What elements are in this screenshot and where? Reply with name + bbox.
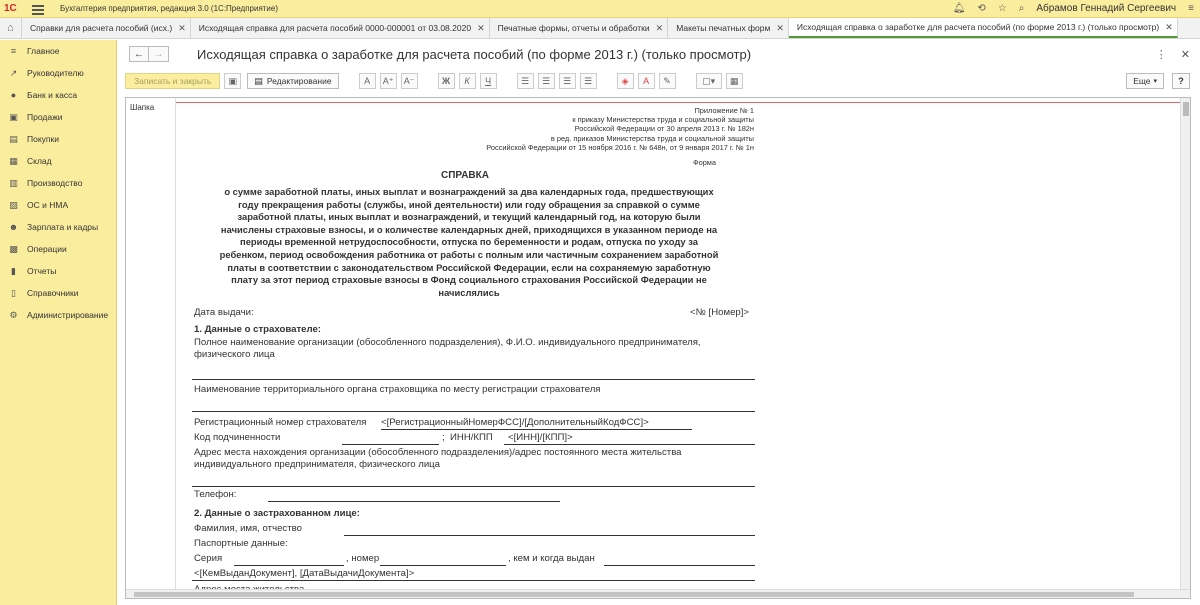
phone-line <box>268 501 560 502</box>
terr-org-label: Наименование территориального органа страховщика по месту регистрации страхователя <box>194 384 601 395</box>
fio-line <box>344 535 755 536</box>
sections-panel <box>0 40 117 605</box>
font-icon[interactable]: A <box>359 73 376 89</box>
title-bar <box>0 0 1200 18</box>
align-right-icon[interactable]: ☰ <box>559 73 576 89</box>
notifications-icon[interactable]: 🔔︎ <box>952 3 966 14</box>
bold-icon[interactable]: Ж <box>438 73 455 89</box>
sidebar-item-warehouse[interactable]: ▦ Склад <box>9 155 52 166</box>
close-icon[interactable]: ✕ <box>655 22 664 33</box>
issued-label: , кем и когда выдан <box>508 553 595 564</box>
reg-number-label: Регистрационный номер страхователя <box>194 417 367 428</box>
text-color-icon[interactable]: A <box>638 73 655 89</box>
edit-icon: ▤ <box>254 75 263 86</box>
series-line <box>234 565 344 566</box>
close-icon[interactable]: ✕ <box>477 22 485 33</box>
home-icon[interactable]: ⌂ <box>0 18 22 38</box>
font-decrease-icon[interactable]: A⁻ <box>401 73 418 89</box>
cart-icon: ▤ <box>9 133 18 144</box>
warehouse-icon: ▦ <box>9 155 18 166</box>
merge-cells-icon[interactable]: ▦ <box>726 73 743 89</box>
issued-line <box>604 565 755 566</box>
underline-icon[interactable]: Ч <box>480 73 497 89</box>
section-2-title: 2. Данные о застрахованном лице: <box>194 508 360 519</box>
sidebar-item-production[interactable]: ▥ Производство <box>9 177 83 188</box>
terr-org-line <box>192 411 755 412</box>
tab-outgoing-certificate[interactable]: Исходящая справка для расчета пособий 0000-000001 от 03.08.2020 ✕ <box>191 18 490 38</box>
open-windows-bar <box>0 18 1200 39</box>
document-title: СПРАВКА <box>441 170 489 181</box>
address-label: Адрес места нахождения организации (обособленного подразделения)/адрес постоянного места жительства <box>194 447 682 458</box>
issue-date-label: Дата выдачи: <box>194 307 254 318</box>
menu-icon: ≡ <box>10 46 17 56</box>
appendix-block: Приложение № 1 к приказу Министерства труда и социальной защиты Российской Федерации от 30 апреля 2013 г. № 182н в ред. приказов Министерства труда и социальной защиты Российской Федерации от 15 ноября 2016 г. № 648н, от 9 января 2017 г. № 1н <box>486 106 754 152</box>
subordination-line <box>342 444 439 445</box>
tab-print-forms[interactable]: Печатные формы, отчеты и обработки ✕ <box>490 18 669 38</box>
number-line <box>380 565 506 566</box>
close-icon[interactable]: ✕ <box>776 22 784 33</box>
align-left-icon[interactable]: ☰ <box>517 73 534 89</box>
tab-benefits-certificates[interactable]: Справки для расчета пособий (исх.) ✕ <box>22 18 191 38</box>
tab-print-templates[interactable]: Макеты печатных форм ✕ <box>668 18 789 38</box>
section-1-title: 1. Данные о страхователе: <box>194 324 321 335</box>
passport-label: Паспортные данные: <box>194 538 288 549</box>
sidebar-item-admin[interactable]: ⚙ Администрирование <box>9 309 109 320</box>
sidebar-item-salary[interactable]: ☻ Зарплата и кадры <box>8 222 99 232</box>
save-and-close-button[interactable]: Записать и закрыть <box>125 73 220 89</box>
fio-label: Фамилия, имя, отчество <box>194 523 302 534</box>
inn-kpp-parameter[interactable]: <[ИНН]/[КПП]> <box>508 432 573 443</box>
phone-label: Телефон: <box>194 489 237 500</box>
factory-icon: ▥ <box>9 177 18 188</box>
operations-icon: ▩ <box>9 243 18 254</box>
issued-parameter[interactable]: <[КемВыданДокумент], [ДатаВыдачиДокумента]> <box>194 568 415 579</box>
chevron-down-icon: ▾ <box>1153 78 1157 85</box>
close-icon[interactable]: ✕ <box>178 22 186 33</box>
horizontal-scrollbar[interactable] <box>126 589 1191 598</box>
chart-icon: ▮ <box>11 265 16 276</box>
number-label: , номер <box>346 553 380 564</box>
font-increase-icon[interactable]: A⁺ <box>380 73 397 89</box>
align-center-icon[interactable]: ☰ <box>538 73 555 89</box>
sidebar-item-operations[interactable]: ▩ Операции <box>9 243 67 254</box>
section-label: Шапка <box>126 98 176 599</box>
document-heading: о сумме заработной платы, иных выплат и вознаграждений за два календарных года, предшествующих году прекращения работы (службы, иной деятельности) или году обращения за справкой о сумме заработной платы, иных выплат и вознаграждений, и текущий календарный год, на которую были начислены страховые взносы, и о количестве календарных дней, приходящихся в указанном периоде на периоды временной нетрудоспособности, отпуска по беременности и родам, отпуска по уходу за ребенком, период освобождения работника от работы с полным или частичным сохранением заработной платы в соответствии с законодательством Российской Федерации, если на сохраняемую заработную плату за этот период страховые взносы в Фонд социального страхования Российской Федерации не начислялись <box>219 186 719 298</box>
sidebar-item-fixed-assets[interactable]: ▨ ОС и НМА <box>9 199 69 210</box>
1c-logo: 1С <box>4 3 17 14</box>
save-icon[interactable]: ▣ <box>224 73 241 89</box>
form-area <box>117 40 1200 605</box>
series-label: Серия <box>194 553 223 564</box>
sidebar-item-manager[interactable]: ↗ Руководителю <box>9 67 84 78</box>
issued-param-line <box>192 580 755 581</box>
favorites-icon[interactable]: ☆ <box>997 3 1007 14</box>
assets-icon: ▨ <box>9 199 18 210</box>
borders-icon[interactable]: ▢▾ <box>696 73 722 89</box>
sidebar-item-bank[interactable]: ● Банк и касса <box>0 84 116 106</box>
reg-number-parameter[interactable]: <[РегистрационныйНомерФСС]/[ДополнительныйКодФСС]> <box>381 417 649 428</box>
form-label: Форма <box>692 158 716 167</box>
inn-kpp-label: ИНН/КПП <box>450 432 493 443</box>
sidebar-item-main[interactable]: ≡ Главное <box>0 40 116 62</box>
more-button[interactable]: Еще ▾ <box>1126 73 1164 89</box>
forward-button[interactable]: → <box>149 46 169 62</box>
people-icon: ☻ <box>8 222 19 232</box>
spreadsheet-document[interactable] <box>125 97 1191 599</box>
reg-number-line <box>381 429 692 430</box>
settings-icon[interactable]: ≡ <box>1188 3 1194 14</box>
back-button[interactable]: ← <box>129 46 149 62</box>
address-label-cont: индивидуального предпринимателя, физического лица <box>194 459 441 470</box>
italic-icon[interactable]: К <box>459 73 476 89</box>
trend-icon: ↗ <box>9 67 18 78</box>
gear-icon: ⚙ <box>9 309 18 320</box>
align-justify-icon[interactable]: ☰ <box>580 73 597 89</box>
sidebar-item-purchases[interactable]: ▤ Покупки <box>9 133 59 144</box>
org-name-label: Полное наименование организации (обособленного подразделения), Ф.И.О. индивидуального предпринимателя, <box>194 337 701 348</box>
more-vertical-icon[interactable]: ⋮ <box>1155 48 1167 61</box>
toolbar <box>117 70 1200 92</box>
main-menu-icon[interactable] <box>32 4 44 14</box>
edit-button[interactable]: ▤ Редактирование <box>247 73 338 89</box>
fill-color-icon[interactable]: ◈ <box>617 73 634 89</box>
book-icon: ▯ <box>11 287 16 298</box>
app-title: Бухгалтерия предприятия, редакция 3.0 (1С:Предприятие) <box>60 4 279 13</box>
address-line <box>192 486 755 487</box>
close-icon[interactable]: ✕ <box>1180 48 1190 61</box>
help-button[interactable]: ? <box>1172 73 1190 89</box>
separator: ; <box>442 432 445 443</box>
sidebar-item-sales[interactable]: ▣ Продажи <box>9 111 63 122</box>
document-content <box>184 98 754 598</box>
subordination-label: Код подчиненности <box>194 432 281 443</box>
coin-icon: ● <box>10 90 17 100</box>
tab-template-view[interactable]: Исходящая справка о заработке для расчета пособий (по форме 2013 г.) (только просмотр) ✕ <box>789 18 1178 38</box>
highlight-icon[interactable]: ✎ <box>659 73 676 89</box>
sales-icon: ▣ <box>9 111 18 122</box>
org-name-line <box>192 379 755 380</box>
close-icon[interactable]: ✕ <box>1165 21 1173 32</box>
history-icon[interactable]: ⟲ <box>977 3 986 14</box>
number-parameter[interactable]: <№ [Номер]> <box>690 307 750 318</box>
vertical-scrollbar[interactable] <box>1180 98 1190 599</box>
user-name[interactable]: Абрамов Геннадий Сергеевич <box>1036 3 1177 14</box>
sidebar-item-catalogs[interactable]: ▯ Справочники <box>0 282 116 304</box>
page-title: Исходящая справка о заработке для расчета пособий (по форме 2013 г.) (только просмотр) <box>197 46 752 62</box>
inn-kpp-line <box>504 444 755 445</box>
search-icon[interactable]: ⌕ <box>1018 3 1025 14</box>
sidebar-item-reports[interactable]: ▮ Отчеты <box>0 260 116 282</box>
org-name-label-cont: физического лица <box>194 349 275 360</box>
